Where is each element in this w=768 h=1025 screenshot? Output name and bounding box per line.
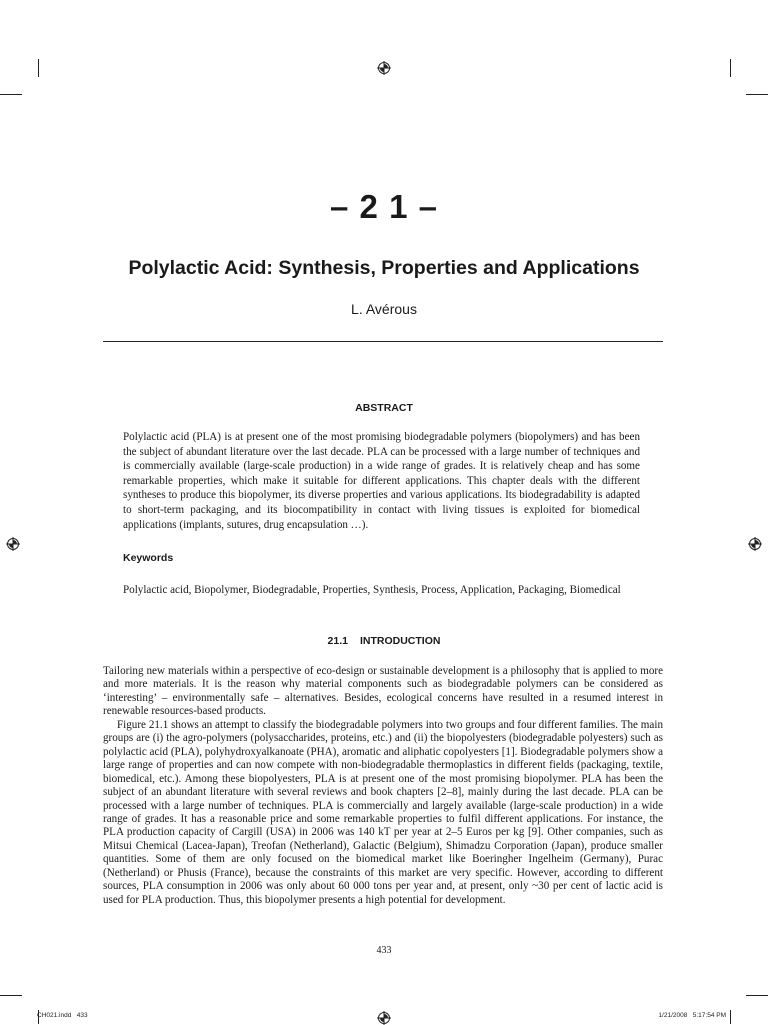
keywords-text: Polylactic acid, Biopolymer, Biodegradable, Properties, Synthesis, Process, Application, Packaging, Biomedical xyxy=(123,584,621,596)
section-heading xyxy=(0,635,768,647)
keywords-heading: Keywords xyxy=(123,552,174,564)
crop-mark-right-top xyxy=(746,94,768,95)
chapter-title: Polylactic Acid: Synthesis, Properties and Applications xyxy=(128,257,640,279)
crop-mark-left-bottom xyxy=(0,995,22,996)
abstract-heading: ABSTRACT xyxy=(355,402,413,414)
slug-file-info: CH021.indd 433 xyxy=(37,1012,88,1019)
page-number: 433 xyxy=(376,945,392,956)
registration-mark-icon xyxy=(377,1011,391,1025)
author: L. Avérous xyxy=(351,301,417,317)
section-number: 21.1 xyxy=(327,635,348,647)
registration-mark-icon xyxy=(748,537,762,551)
crop-mark-top-left xyxy=(38,59,39,77)
paragraph: Figure 21.1 shows an attempt to classify the biodegradable polymers into two groups and four different families. The main groups are (i) the agro-polymers (polysaccharides, proteins, etc.) and (ii) the biopolyesters (biodegradable polyesters) such as polylactic acid (PLA), polyhydroxyalkanoate (PHA), aromatic and aliphatic copolyesters [1]. Biodegradable polymers show a large range of properties and can now compete with non-biodegradable thermoplastics in different fields (packaging, textile, biomedical, etc.). Among these biopolyesters, PLA is at present one of the most promising biopolymer. PLA has been the subject of an abundant literature with several reviews and book chapters [2–8], mainly during the last decade. PLA can be processed with a large number of techniques. PLA is commercially and largely available (large-scale production) in a wide range of grades. It has a reasonable price and some remarkable properties to fulfil different applications. For instance, the PLA production capacity of Cargill (USA) in 2006 was 140 kT per year at 2–5 Euros per kg [9]. Other companies, such as Mitsui Chemical (Lacea-Japan), Treofan (Netherland), Galactic (Belgium), Shimadzu Corporation (Japan), produce smaller quantities. Some of them are only focused on the biomedical market like Boeringher Ingelheim (Germany), Purac (Netherland) or Phusis (France), because the constraints of this market are very specific. However, according to different sources, PLA consumption in 2006 was only about 60 000 tons per year and, at present, only ~30 per cent of lactic acid is used for PLA production. Thus, this biopolymer presents a high potential for development. xyxy=(103,718,663,906)
crop-mark-left-top xyxy=(0,94,22,95)
title-rule xyxy=(103,341,663,342)
slug-timestamp: 1/21/2008 5:17:54 PM xyxy=(658,1012,726,1019)
abstract-text: Polylactic acid (PLA) is at present one of the most promising biodegradable polymers (biopolymers) and has been the subject of abundant literature over the last decade. PLA can be processed with a large number of techniques and is commercially available (large-scale production) in a wide range of grades. It is relatively cheap and has some remarkable properties, which make it suitable for different applications. This chapter deals with the different syntheses to produce this biopolymer, its diverse properties and various applications. Its biodegradability is adapted to short-term packaging, and its biocompatibility in contact with living tissues is exploited for biomedical applications (implants, sutures, drug encapsulation …). xyxy=(123,431,640,531)
crop-mark-right-bottom xyxy=(746,995,768,996)
section-title: INTRODUCTION xyxy=(359,635,441,647)
crop-mark-top-right xyxy=(730,59,731,77)
crop-mark-bottom-right xyxy=(730,1010,731,1024)
paragraph: Tailoring new materials within a perspective of eco-design or sustainable development is a philosophy that is applied to more and more materials. It is the reason why material components such as biodegradable polymers can be considered as ‘interesting’ – environmentally safe – alternatives. Besides, ecological concerns have resulted in a resumed interest in renewable resources-based products. xyxy=(103,665,663,718)
body-text xyxy=(103,665,663,907)
registration-mark-icon xyxy=(377,61,391,75)
chapter-number: – 2 1 – xyxy=(330,188,438,225)
registration-mark-icon xyxy=(6,537,20,551)
